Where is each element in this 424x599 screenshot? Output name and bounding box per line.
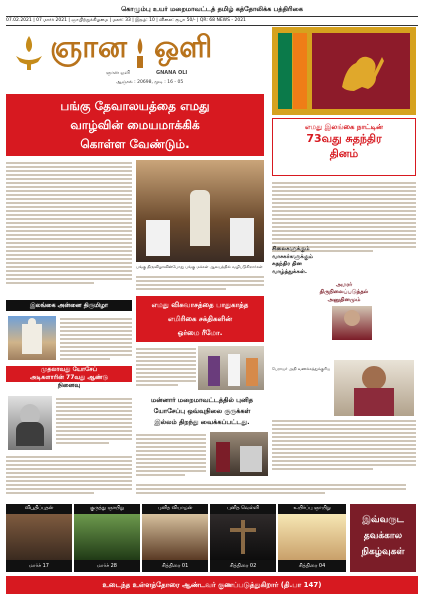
panel-2 xyxy=(74,504,140,572)
lead-body-text-2 xyxy=(136,274,264,294)
panel-5 xyxy=(278,504,346,572)
info-bar: 07.02.2021 | 07 மார்ச் 2021 | ஞாயிற்றுக்கிழமை | மலர்: 33 | இதழ்: 10 | விலை: ரூபா 50/- | QR: 68 NEWS - 2021 xyxy=(6,16,418,26)
panel-1 xyxy=(6,504,72,572)
bishop-caption: பேராயர் அதி வணக்கத்துக்குரிய xyxy=(272,366,331,371)
joseph-title-1: முதலாவது யோசேப் xyxy=(6,366,132,374)
panel-4 xyxy=(210,504,276,572)
lead-photo-caption: பங்கு திருவிழாவின்போது பங்கு மக்கள் ஆலயத்தில் வழிபடுகிறார்கள் xyxy=(136,264,263,269)
church-text xyxy=(60,316,132,362)
masthead xyxy=(6,26,228,88)
church-photo xyxy=(8,316,56,360)
wishes-line3: வாழ்த்துக்கள். xyxy=(272,269,308,276)
card1-line2: திருநிலைப்படுத்தல் xyxy=(319,289,369,296)
wishes-line1: சிலைகளுக்கும் வாசகர்களுக்கும் xyxy=(272,246,313,260)
panel-3-date: சித்திரை 01 xyxy=(142,560,208,572)
fasting-box xyxy=(350,504,416,572)
topline: கொழும்பு உயர் மறைமாவட்டத் தமிழ் கத்தோலிக்க பத்திரிகை xyxy=(121,5,303,13)
panel-5-date: சித்திரை 04 xyxy=(278,560,346,572)
bishop-text xyxy=(272,418,416,478)
feature-photo xyxy=(210,432,268,476)
flag-image xyxy=(272,27,416,115)
lead-photo xyxy=(136,160,264,262)
feature-headline-3: இல்லம் திறந்து வைக்கப்பட்டது. xyxy=(154,418,250,426)
lead-headline-line1: பங்கு தேவாலயத்தை எமது xyxy=(60,99,210,113)
panel-4-tab: புனித வெள்ளி xyxy=(210,504,276,514)
panel-5-tab: உயிர்ப்பு ஞாயிறு xyxy=(278,504,346,514)
independence-title-2: 73வது சுதந்திர xyxy=(306,132,382,145)
masthead-sub-right: GNANA OLI xyxy=(156,70,188,76)
middle-headline xyxy=(136,296,264,342)
feature-text-2 xyxy=(136,482,406,500)
bishop-photo-1 xyxy=(332,306,372,340)
issue-line: ஆஞ்சல் : 20698, மூடி : 16 - 05 xyxy=(116,80,184,85)
card1-line1: அமரர் xyxy=(335,282,353,288)
wishes-line2: சுதந்திர தின xyxy=(272,261,302,268)
panel-2-tab: குருத்து ஞாயிறு xyxy=(74,504,140,514)
feature-headline-2: யோசேப்பு ஒவ்வுநிலை குருக்கள் xyxy=(153,407,251,415)
footer-banner: உடைந்த உள்ளத்தோரை ஆண்டவர் குணப்படுத்துகிறார் (தி.பா 147) xyxy=(6,576,418,594)
panel-2-date: மார்ச் 28 xyxy=(74,560,140,572)
lead-headline-line2: வாழ்வின் மையமாக்கிக் xyxy=(70,118,200,132)
panel-row xyxy=(6,504,346,572)
middle-headline-1: எமது விசுவாசத்தை பாதுகாத்த xyxy=(151,301,249,309)
fasting-title-3: நிகழ்வுகள் xyxy=(361,547,405,557)
panel-3-tab: புனித வியாழன் xyxy=(142,504,208,514)
masthead-title-left: ஞான xyxy=(50,30,127,65)
panel-1-tab: விபூதிப்புதன் xyxy=(6,504,72,514)
middle-headline-2: எமிரிகை சக்திகளின் xyxy=(167,315,233,323)
card1-line3: அனுதினமும் xyxy=(327,296,361,303)
feature-headline-1: மன்னார் மறைமாவட்டத்தில் புனித xyxy=(151,396,253,404)
card1-text xyxy=(272,282,416,304)
middle-headline-3: ஒர்மை ரீமோ. xyxy=(177,329,223,337)
panel-3 xyxy=(142,504,208,572)
lead-body-text xyxy=(6,160,132,300)
fasting-title-1: இவ்வருட xyxy=(362,515,404,525)
joseph-text-2 xyxy=(6,454,132,500)
independence-box xyxy=(272,118,416,176)
bishop-card-1 xyxy=(272,282,416,342)
independence-title-1: எமது இலங்கை நாட்டின் xyxy=(305,123,383,131)
joseph-portrait xyxy=(8,396,52,450)
masthead-title-right: ஒளி xyxy=(154,30,213,65)
lion-icon xyxy=(332,47,392,97)
joseph-text xyxy=(56,396,132,452)
lamp-icon xyxy=(10,32,48,72)
joseph-title xyxy=(6,366,132,390)
left-section-title: இலங்கை அன்னை திருமிழா xyxy=(6,300,132,311)
middle-text xyxy=(136,346,196,392)
joseph-title-2: அடிகளாரின் 77வது ஆண்டு xyxy=(6,374,132,382)
lamp-icon-center xyxy=(130,36,150,70)
feature-headline xyxy=(136,395,268,428)
bishop-photo-2 xyxy=(334,360,414,416)
independence-wishes xyxy=(272,246,352,277)
middle-photo xyxy=(198,346,264,390)
feature-text xyxy=(136,432,206,482)
lead-headline-line3: கொள்ள வேண்டும். xyxy=(80,137,190,151)
panel-1-date: மார்ச் 17 xyxy=(6,560,72,572)
joseph-title-3: நினைவு xyxy=(57,382,81,390)
independence-title-3: தினம் xyxy=(329,147,359,160)
fasting-title-2: தவக்கால xyxy=(363,531,403,541)
panel-4-date: சித்திரை 02 xyxy=(210,560,276,572)
masthead-sub-left: ஞான ஒளி xyxy=(106,70,131,76)
bishop-card-2 xyxy=(272,360,416,480)
lead-headline xyxy=(6,94,264,156)
